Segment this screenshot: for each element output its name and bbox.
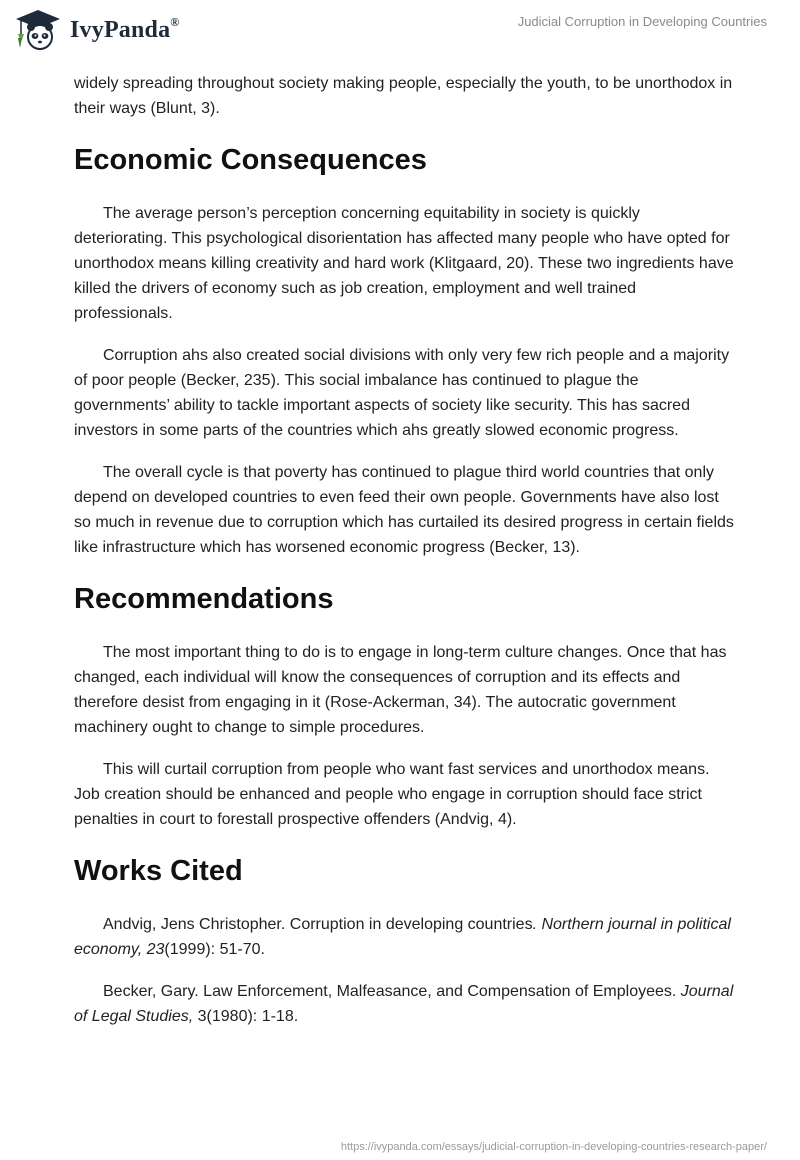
heading-recommendations: Recommendations: [74, 583, 334, 615]
brand-name: IvyPanda®: [70, 14, 180, 43]
essay-body: [74, 71, 734, 1029]
heading-economic-consequences: Economic Consequences: [74, 144, 427, 176]
recommendations-paragraph-1: The most important thing to do is to engage in long-term culture changes. Once that has changed, each individual will know the consequences of corruption and its effects and therefore desist from engaging in it (Rose-Ackerman, 34). The autocratic government machinery ought to change to simple procedures.: [74, 644, 727, 736]
economic-paragraph-1: The average person’s perception concerning equitability in society is quickly deteriorating. This psychological disorientation has affected many people who have opted for unorthodox means killing creativity and hard work (Klitgaard, 20). These two ingredients have killed the drivers of economy such as job creation, employment and well trained professionals.: [74, 205, 734, 322]
citation-becker: Becker, Gary. Law Enforcement, Malfeasance, and Compensation of Employees. Journal of Legal Studies, 3(1980): 1-18.: [74, 983, 734, 1025]
economic-paragraph-3: The overall cycle is that poverty has continued to plague third world countries that only depend on developed countries to even feed their own people. Governments have also lost so much in revenue due to corruption which has curtailed its desired progress in certain fields like infrastructure which has worsened economic progress (Becker, 13).: [74, 464, 734, 556]
heading-works-cited: Works Cited: [74, 855, 243, 887]
source-url[interactable]: https://ivypanda.com/essays/judicial-corruption-in-developing-countries-research-paper/: [340, 1141, 767, 1153]
recommendations-paragraph-2: This will curtail corruption from people who want fast services and unorthodox means. Job creation should be enhanced and people who engage in corruption should face strict penalties in court to forestall prospective offenders (Andvig, 4).: [74, 761, 710, 828]
intro-continuation: widely spreading throughout society making people, especially the youth, to be unorthodox in their ways (Blunt, 3).: [74, 75, 733, 117]
brand-logo[interactable]: [14, 8, 179, 52]
document-title: Judicial Corruption in Developing Countries: [517, 14, 767, 29]
page-header: [0, 0, 800, 60]
citation-andvig: Andvig, Jens Christopher. Corruption in developing countries. Northern journal in political economy, 23(1999): 51-70.: [74, 916, 731, 958]
economic-paragraph-2: Corruption ahs also created social divisions with only very few rich people and a majority of poor people (Becker, 235). This social imbalance has continued to plague the governments’ ability to tackle important aspects of society like security. This has sacred investors in some parts of the countries which ahs greatly slowed economic progress.: [74, 347, 730, 439]
panda-graduate-icon: [14, 8, 62, 52]
